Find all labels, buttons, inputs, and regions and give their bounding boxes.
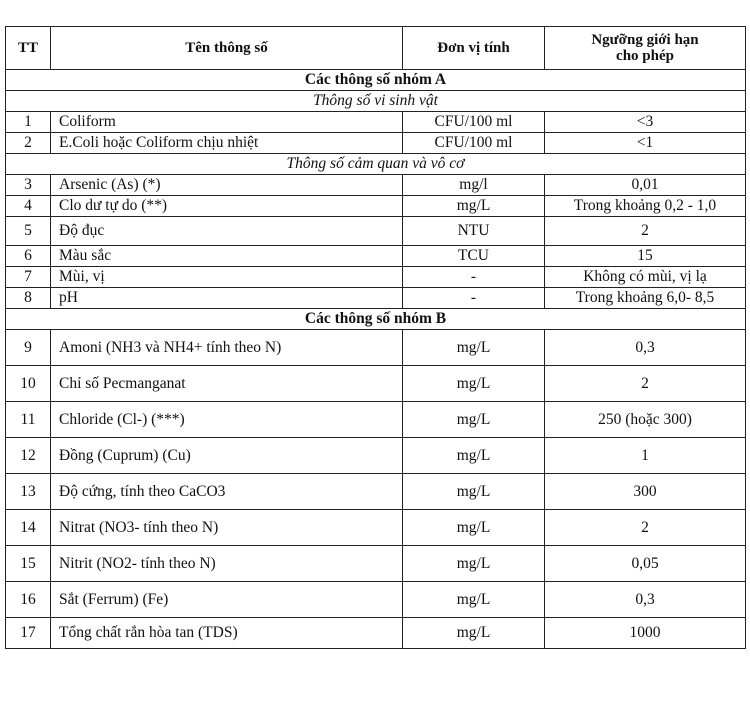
row-parameter: Amoni (NH3 và NH4+ tính theo N) [51, 330, 403, 366]
row-limit: 1000 [545, 618, 746, 649]
row-limit: 2 [545, 217, 746, 246]
row-tt: 17 [6, 618, 51, 649]
row-parameter: pH [51, 288, 403, 309]
row-limit: 0,05 [545, 546, 746, 582]
row-parameter: E.Coli hoặc Coliform chịu nhiệt [51, 133, 403, 154]
row-tt: 2 [6, 133, 51, 154]
table-row [6, 112, 746, 133]
row-tt: 15 [6, 546, 51, 582]
row-unit: mg/L [403, 402, 545, 438]
row-limit: 250 (hoặc 300) [545, 402, 746, 438]
row-parameter: Nitrit (NO2- tính theo N) [51, 546, 403, 582]
header-unit: Đơn vị tính [403, 27, 545, 70]
table-row [6, 618, 746, 649]
subgroup-microbial-row [6, 91, 746, 112]
row-unit: - [403, 288, 545, 309]
row-limit: 0,3 [545, 582, 746, 618]
table-row [6, 546, 746, 582]
row-unit: mg/L [403, 366, 545, 402]
row-unit: TCU [403, 246, 545, 267]
row-parameter: Arsenic (As) (*) [51, 175, 403, 196]
group-b-row [6, 309, 746, 330]
row-parameter: Tổng chất rắn hòa tan (TDS) [51, 618, 403, 649]
row-unit: mg/L [403, 474, 545, 510]
row-limit: 15 [545, 246, 746, 267]
header-tt: TT [6, 27, 51, 70]
water-quality-standards-table [5, 26, 746, 649]
row-unit: CFU/100 ml [403, 133, 545, 154]
row-limit: Trong khoảng 0,2 - 1,0 [545, 196, 746, 217]
row-limit: 1 [545, 438, 746, 474]
table-row [6, 288, 746, 309]
row-limit: <1 [545, 133, 746, 154]
table-row [6, 366, 746, 402]
row-tt: 6 [6, 246, 51, 267]
group-b-title: Các thông số nhóm B [6, 309, 746, 330]
row-parameter: Clo dư tự do (**) [51, 196, 403, 217]
row-limit: Trong khoảng 6,0- 8,5 [545, 288, 746, 309]
row-tt: 14 [6, 510, 51, 546]
row-parameter: Độ cứng, tính theo CaCO3 [51, 474, 403, 510]
row-parameter: Nitrat (NO3- tính theo N) [51, 510, 403, 546]
row-unit: mg/L [403, 618, 545, 649]
row-unit: - [403, 267, 545, 288]
row-parameter: Đồng (Cuprum) (Cu) [51, 438, 403, 474]
row-unit: mg/L [403, 438, 545, 474]
row-unit: mg/L [403, 546, 545, 582]
row-unit: mg/L [403, 510, 545, 546]
row-limit: 0,01 [545, 175, 746, 196]
row-unit: mg/L [403, 196, 545, 217]
row-unit: NTU [403, 217, 545, 246]
table-row [6, 582, 746, 618]
row-tt: 5 [6, 217, 51, 246]
row-tt: 7 [6, 267, 51, 288]
row-tt: 4 [6, 196, 51, 217]
row-limit: 2 [545, 510, 746, 546]
row-parameter: Màu sắc [51, 246, 403, 267]
row-unit: mg/L [403, 582, 545, 618]
row-parameter: Mùi, vị [51, 267, 403, 288]
row-limit: 300 [545, 474, 746, 510]
table-row [6, 438, 746, 474]
row-tt: 11 [6, 402, 51, 438]
row-tt: 8 [6, 288, 51, 309]
row-tt: 9 [6, 330, 51, 366]
table-row [6, 196, 746, 217]
row-limit: 0,3 [545, 330, 746, 366]
table-row [6, 133, 746, 154]
header-limit [545, 27, 746, 70]
subgroup-microbial-title: Thông số vi sinh vật [6, 91, 746, 112]
row-tt: 12 [6, 438, 51, 474]
group-a-title: Các thông số nhóm A [6, 70, 746, 91]
row-limit: Không có mùi, vị lạ [545, 267, 746, 288]
row-parameter: Sắt (Ferrum) (Fe) [51, 582, 403, 618]
row-unit: mg/L [403, 330, 545, 366]
row-unit: mg/l [403, 175, 545, 196]
row-parameter: Coliform [51, 112, 403, 133]
subgroup-sensory-title: Thông số cảm quan và vô cơ [6, 154, 746, 175]
table-row [6, 246, 746, 267]
row-tt: 13 [6, 474, 51, 510]
header-limit-line1: Ngưỡng giới hạn [591, 31, 699, 48]
group-a-row [6, 70, 746, 91]
row-tt: 1 [6, 112, 51, 133]
table-row [6, 175, 746, 196]
subgroup-sensory-row [6, 154, 746, 175]
row-limit: 2 [545, 366, 746, 402]
table-row [6, 474, 746, 510]
row-tt: 16 [6, 582, 51, 618]
table-row [6, 267, 746, 288]
table-row [6, 402, 746, 438]
row-limit: <3 [545, 112, 746, 133]
row-unit: CFU/100 ml [403, 112, 545, 133]
table-row [6, 510, 746, 546]
row-tt: 3 [6, 175, 51, 196]
row-tt: 10 [6, 366, 51, 402]
header-parameter-name: Tên thông số [51, 27, 403, 70]
table-row [6, 330, 746, 366]
header-row [6, 27, 746, 70]
header-limit-line2: cho phép [616, 48, 674, 64]
table-row [6, 217, 746, 246]
row-parameter: Chỉ số Pecmanganat [51, 366, 403, 402]
row-parameter: Độ đục [51, 217, 403, 246]
row-parameter: Chloride (Cl-) (***) [51, 402, 403, 438]
